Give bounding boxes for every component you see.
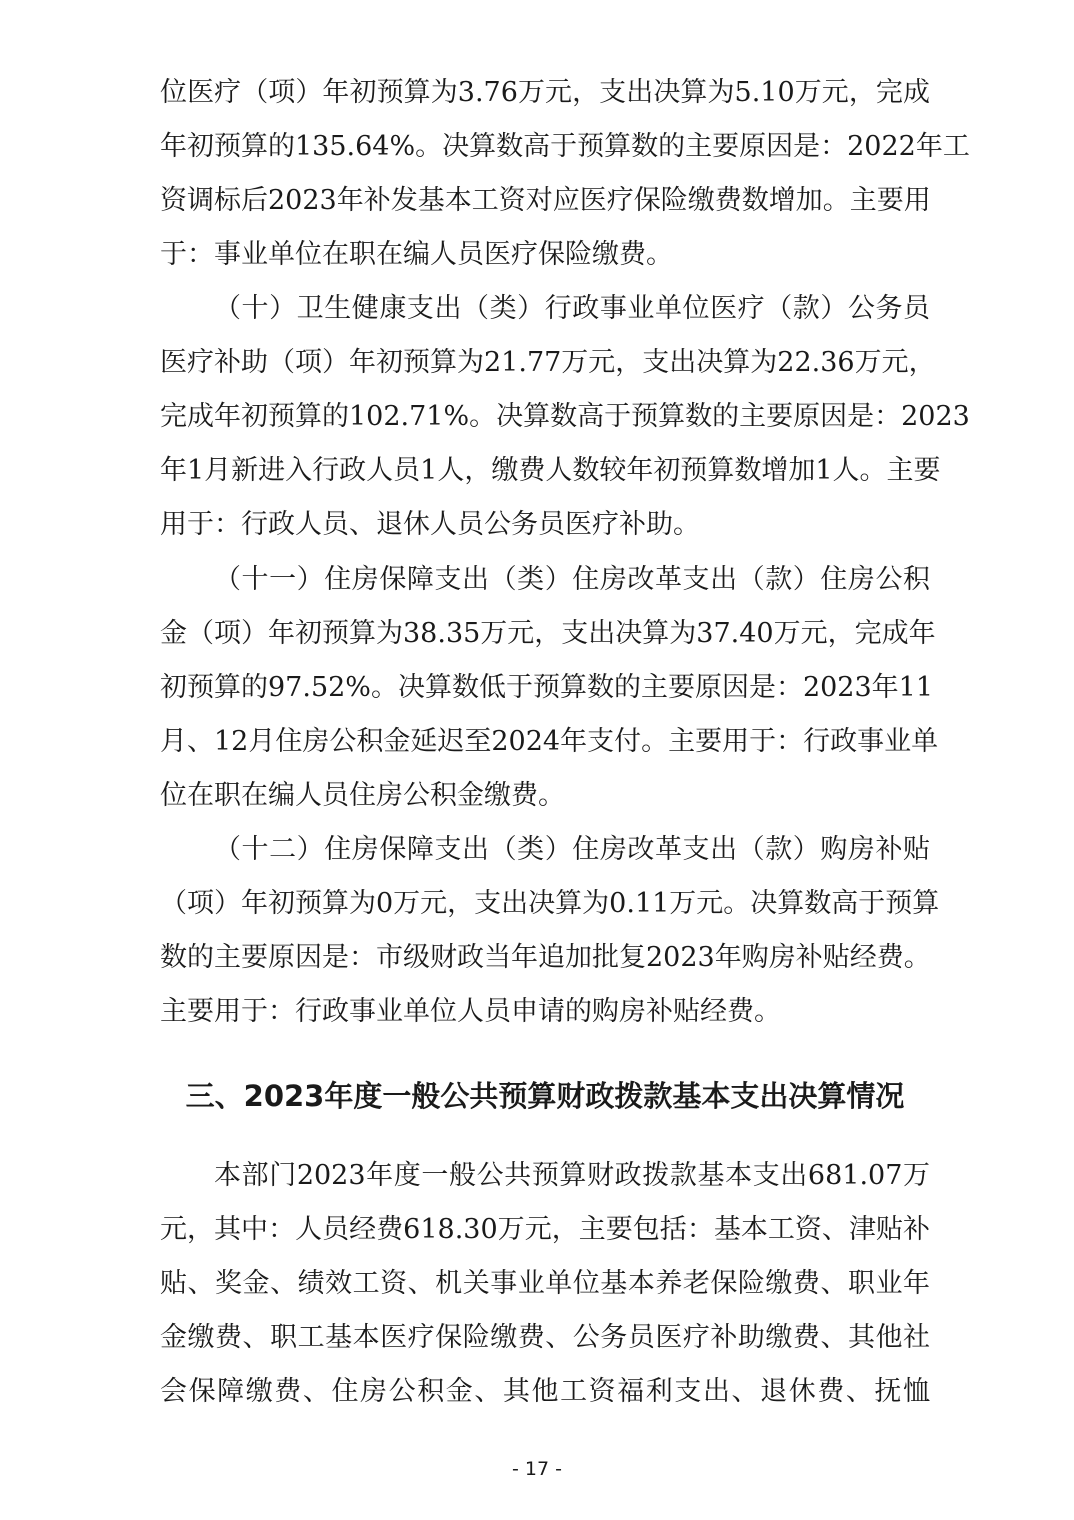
paragraph-medical-insurance [160, 66, 970, 282]
text-line: 于：事业单位在职在编人员医疗保险缴费。 [160, 239, 673, 270]
text-line: 主要用于：行政事业单位人员申请的购房补贴经费。 [160, 996, 781, 1027]
text-line: 医疗补助（项）年初预算为21.77万元，支出决算为22.36万元， [160, 347, 936, 378]
text-line: 金（项）年初预算为38.35万元，支出决算为37.40万元，完成年 [160, 618, 936, 649]
text-line: 位医疗（项）年初预算为3.76万元，支出决算为5.10万元，完成 [160, 77, 930, 108]
text-line: 元，其中：人员经费618.30万元，主要包括：基本工资、津贴补 [160, 1214, 930, 1245]
text-line: 完成年初预算的102.71%。决算数高于预算数的主要原因是：2023 [160, 401, 970, 432]
paragraph-item-12 [160, 823, 940, 1039]
text-line: 会保障缴费、住房公积金、其他工资福利支出、退休费、抚恤 [160, 1376, 930, 1407]
section-heading: 三、2023年度一般公共预算财政拨款基本支出决算情况 [185, 1079, 905, 1113]
text-line: 用于：行政人员、退休人员公务员医疗补助。 [160, 509, 700, 540]
text-line: （十二）住房保障支出（类）住房改革支出（款）购房补贴 [214, 834, 930, 865]
text-line: （十一）住房保障支出（类）住房改革支出（款）住房公积 [214, 564, 930, 595]
text-line: 年初预算的135.64%。决算数高于预算数的主要原因是：2022年工 [160, 131, 970, 162]
text-line: 本部门2023年度一般公共预算财政拨款基本支出681.07万 [214, 1160, 930, 1191]
text-line: （十）卫生健康支出（类）行政事业单位医疗（款）公务员 [214, 293, 930, 324]
paragraph-basic-expenditure [160, 1149, 930, 1419]
text-line: 初预算的97.52%。决算数低于预算数的主要原因是：2023年11 [160, 672, 934, 703]
text-line: （项）年初预算为0万元，支出决算为0.11万元。决算数高于预算 [160, 888, 940, 919]
text-line: 数的主要原因是：市级财政当年追加批复2023年购房补贴经费。 [160, 942, 931, 973]
text-line: 贴、奖金、绩效工资、机关事业单位基本养老保险缴费、职业年 [160, 1268, 930, 1299]
page-number: - 17 - [512, 1458, 562, 1480]
text-line: 年1月新进入行政人员1人，缴费人数较年初预算数增加1人。主要 [160, 455, 941, 486]
paragraph-item-11 [160, 553, 939, 823]
text-line: 位在职在编人员住房公积金缴费。 [160, 780, 565, 811]
text-line: 金缴费、职工基本医疗保险缴费、公务员医疗补助缴费、其他社 [160, 1322, 930, 1353]
text-line: 资调标后2023年补发基本工资对应医疗保险缴费数增加。主要用 [160, 185, 931, 216]
text-line: 月、12月住房公积金延迟至2024年支付。主要用于：行政事业单 [160, 726, 939, 757]
paragraph-item-10 [160, 282, 970, 552]
